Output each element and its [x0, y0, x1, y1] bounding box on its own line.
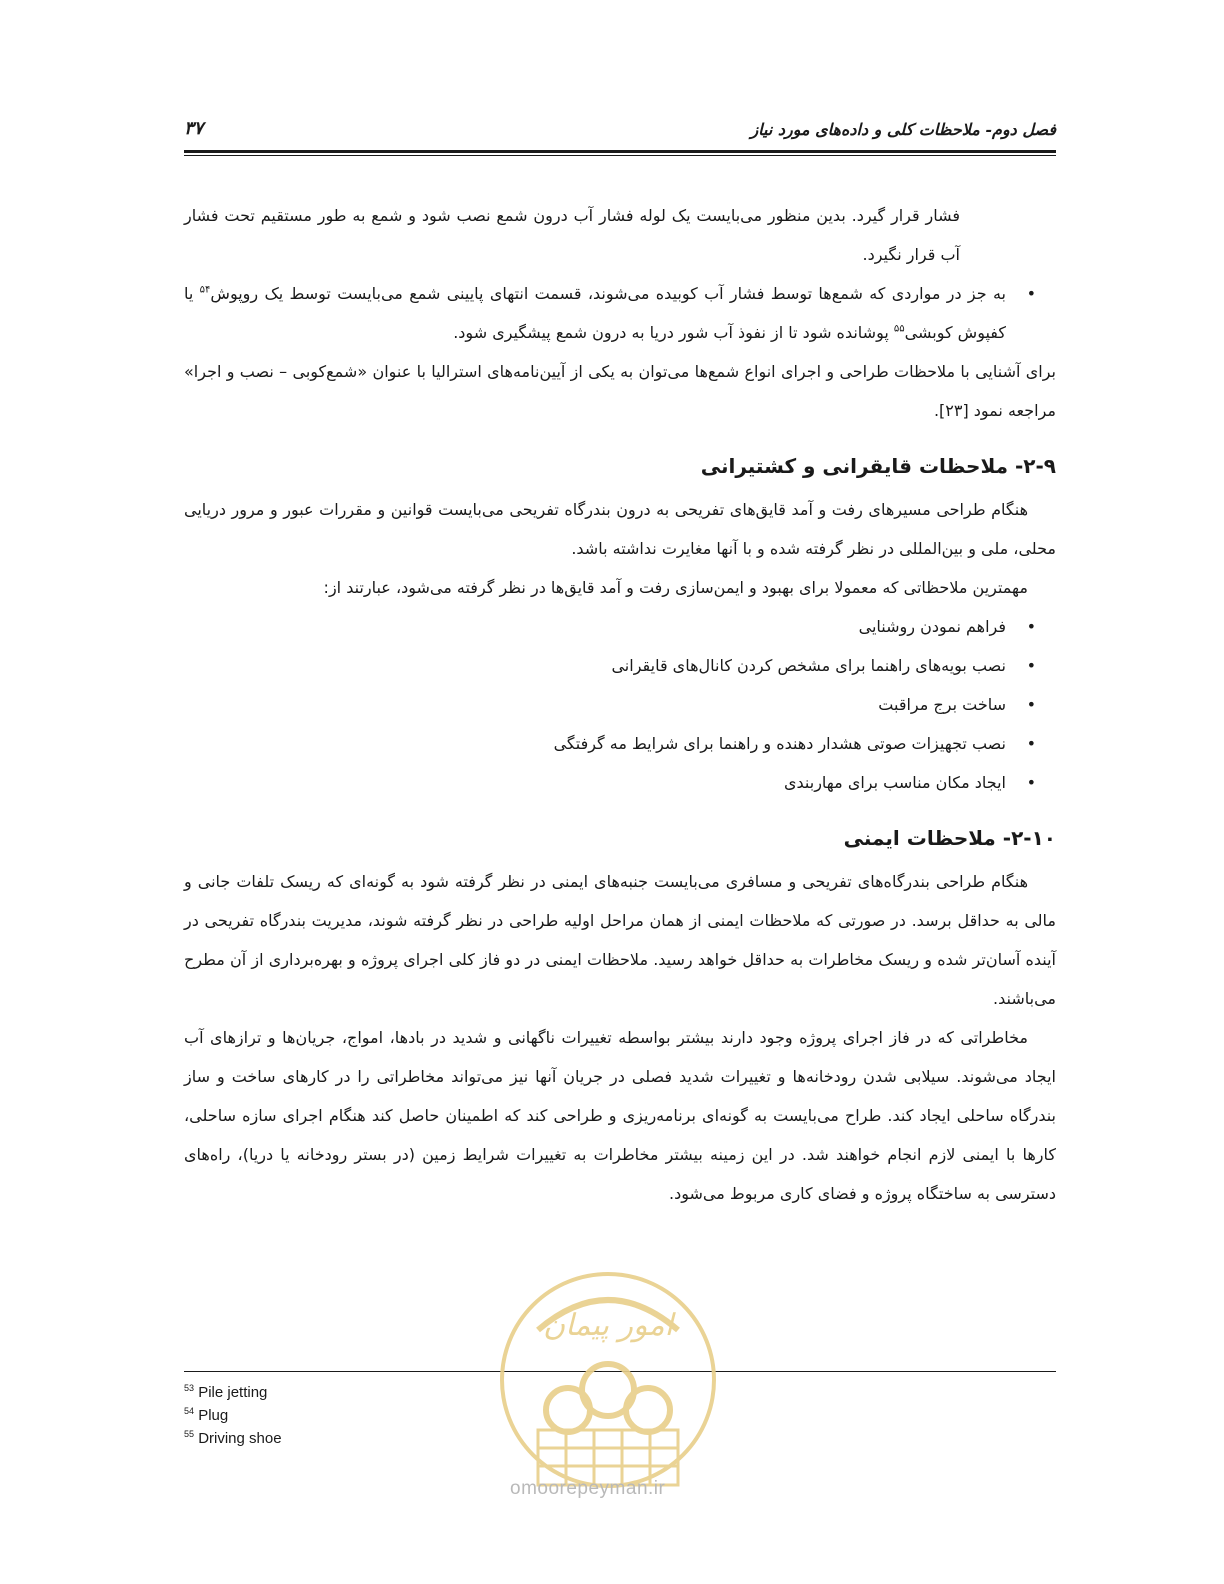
intro-bullet-list: [184, 274, 1056, 352]
section-9-bullet-list: [184, 607, 1056, 802]
reference-paragraph: برای آشنایی با ملاحظات طراحی و اجرای انواع شمع‌ها می‌توان به یکی از آیین‌نامه‌های استرالیا با عنوان «شمع‌کوبی – نصب و اجرا» مراجعه نمود [۲۳].: [184, 362, 1056, 420]
page-number: ۳۷: [184, 118, 204, 139]
footnote-number: 54: [184, 1406, 195, 1416]
watermark-url: omoorepeyman.ir: [510, 1478, 666, 1499]
bullet-text-part1: به جز در مواردی که شمع‌ها توسط فشار آب کوبیده می‌شوند، قسمت انتهای پایینی شمع می‌بایست توسط یک روپوش: [210, 284, 1007, 303]
list-item: • نصب بویه‌های راهنما برای مشخص کردن کانال‌های قایقرانی: [184, 646, 1006, 685]
footnote-ref-54: ۵۴: [199, 284, 211, 296]
section-10-paragraph-2: مخاطراتی که در فاز اجرای پروژه وجود دارند بیشتر بواسطه تغییرات ناگهانی و شدید در بادها، امواج، جریان‌ها و ترازهای آب ایجاد می‌شوند. سیلابی شدن رودخانه‌ها و تغییرات شدید فصلی در جریان آنها نیز می‌تواند مخاطراتی را در کارهای ساخت و ساز بندرگاه ساحلی ایجاد کند. طراح می‌بایست به گونه‌ای برنامه‌ریزی و طراحی کند که اطمینان حاصل کند هنگام اجرای سازه ساحلی، کارها با ایمنی لازم انجام خواهند شد. در این زمینه بیشتر مخاطرات به تغییرات شرایط زمین (در بستر رودخانه یا دریا)، راه‌های دسترسی به ساختگاه پروژه و فضای کاری مربوط می‌شود.: [184, 1028, 1056, 1203]
page-header: [184, 118, 1056, 148]
footnote-text: Pile jetting: [198, 1384, 268, 1401]
section-9-paragraph-2: مهمترین ملاحظاتی که معمولا برای بهبود و ایمن‌سازی رفت و آمد قایق‌ها در نظر گرفته می‌شود، عبارتند از:: [323, 578, 1028, 597]
list-item: • فراهم نمودن روشنایی: [184, 607, 1006, 646]
list-item: • ساخت برج مراقبت: [184, 685, 1006, 724]
list-item: • نصب تجهیزات صوتی هشدار دهنده و راهنما برای شرایط مه گرفتگی: [184, 724, 1006, 763]
section-heading-9: ۲-۹- ملاحظات قایقرانی و کشتیرانی: [700, 454, 1056, 478]
list-item: • ایجاد مکان مناسب برای مهاربندی: [184, 763, 1006, 802]
footnote-55: [184, 1427, 282, 1450]
footnote-53: [184, 1381, 282, 1404]
bullet-text-part2: یا کفپوش کوبشی: [184, 284, 1006, 342]
header-rule-thin: [184, 155, 1056, 156]
footnote-text: Driving shoe: [198, 1430, 282, 1447]
footnotes: [184, 1381, 282, 1450]
list-item: [184, 274, 1006, 352]
footnote-number: 53: [184, 1383, 195, 1393]
chapter-title: فصل دوم- ملاحظات کلی و داده‌های مورد نیاز: [750, 120, 1056, 139]
footnote-text: Plug: [198, 1407, 229, 1424]
bullet-text-part3: پوشانده شود تا از نفوذ آب شور دریا به درون شمع پیشگیری شود.: [453, 323, 894, 342]
section-9-paragraph-1: هنگام طراحی مسیرهای رفت و آمد قایق‌های تفریحی به درون بندرگاه تفریحی می‌بایست قوانین و مقررات عبور و مرور دریایی محلی، ملی و بین‌المللی در نظر گرفته شده و با آنها مغایرت نداشته باشد.: [184, 500, 1056, 558]
svg-text:امور پیمان: امور پیمان: [543, 1308, 673, 1343]
footnote-number: 55: [184, 1429, 195, 1439]
section-10-paragraph-1: هنگام طراحی بندرگاه‌های تفریحی و مسافری می‌بایست جنبه‌های ایمنی در نظر گرفته شود به گونه‌ای که ریسک تلفات جانی و مالی به حداقل برسد. در صورتی که ملاحظات ایمنی از همان مراحل اولیه طراحی در نظر گرفته شوند، مدیریت بندرگاه تفریحی در آینده آسان‌تر شده و ریسک مخاطرات به حداقل خواهد رسید. ملاحظات ایمنی در دو فاز کلی اجرای پروژه و بهره‌برداری از آن مطرح می‌باشند.: [184, 872, 1056, 1008]
header-rule-thick: [184, 150, 1056, 153]
continued-paragraph: فشار قرار گیرد. بدین منظور می‌بایست یک لوله فشار آب درون شمع نصب شود و شمع به طور مستقیم تحت فشار آب قرار نگیرد.: [184, 206, 960, 264]
section-heading-10: ۲-۱۰- ملاحظات ایمنی: [843, 826, 1056, 850]
main-content: [184, 196, 1056, 1213]
footnote-ref-55: ۵۵: [893, 323, 905, 335]
footnote-54: [184, 1404, 282, 1427]
